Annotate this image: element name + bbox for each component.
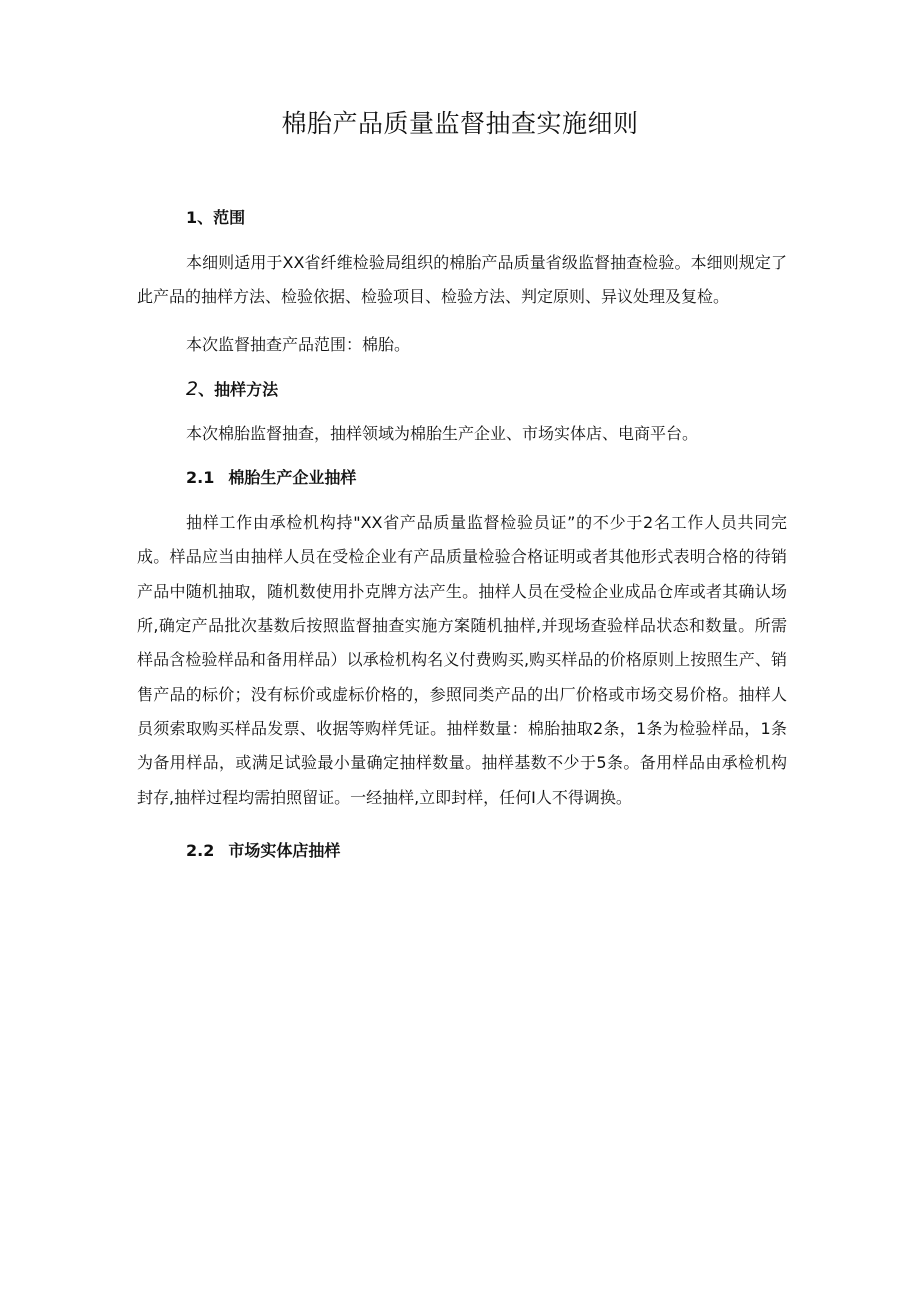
section-2-title: 、抽样方法 (198, 379, 279, 399)
section-2-1-number: 2.1 (186, 468, 215, 488)
section-2-1-title: 棉胎生产企业抽样 (228, 468, 357, 488)
section-1-paragraph-scope: 本细则适用于XX省纤维检验局组织的棉胎产品质量省级监督抽查检验。本细则规定了此产品的抽样方法、检验依据、检验项目、检验方法、判定原则、异议处理及复检。 (137, 253, 787, 307)
section-2-number: 2 (186, 377, 199, 400)
section-1-paragraph-range: 本次监督抽查产品范围：棉胎。 (186, 334, 411, 354)
section-2-1-paragraph-sampling: 抽样工作由承检机构持"XX省产品质量监督检验员证”的不少于2名工作人员共同完成。样品应当由抽样人员在受检企业有产品质量检验合格证明或者其他形式表明合格的待销产品中随机抽取，随机数使用扑克牌方法产生。抽样人员在受检企业成品仓库或者其确认场所,确定产品批次基数后按照监督抽查实施方案随机抽样,并现场查验样品状态和数量。所需样品含检验样品和备用样品）以承检机构名义付费购买,购买样品的价格原则上按照生产、销售产品的标价；没有标价或虚标价格的，参照同类产品的出厂价格或市场交易价格。抽样人员须索取购买样品发票、收据等购样凭证。抽样数量：棉胎抽取2条，1条为检验样品，1条为备用样品，或满足试验最小量确定抽样数量。抽样基数不少于5条。备用样品由承检机构封存,抽样过程均需拍照留证。一经抽样,立即封样，任何I人不得调换。 (137, 513, 787, 807)
document-title: 棉胎产品质量监督抽查实施细则 (281, 109, 639, 138)
section-2-2-number: 2.2 (186, 840, 215, 860)
section-2-2-title: 市场实体店抽样 (228, 840, 341, 860)
section-2-1-heading (137, 464, 787, 492)
document-body (137, 204, 787, 865)
section-2-2-heading (137, 837, 787, 865)
section-1-heading: 1、范围 (186, 208, 246, 227)
section-2-paragraph-domains: 本次棉胎监督抽查，抽样领域为棉胎生产企业、市场实体店、电商平台。 (186, 423, 699, 443)
section-2-heading (137, 375, 787, 403)
